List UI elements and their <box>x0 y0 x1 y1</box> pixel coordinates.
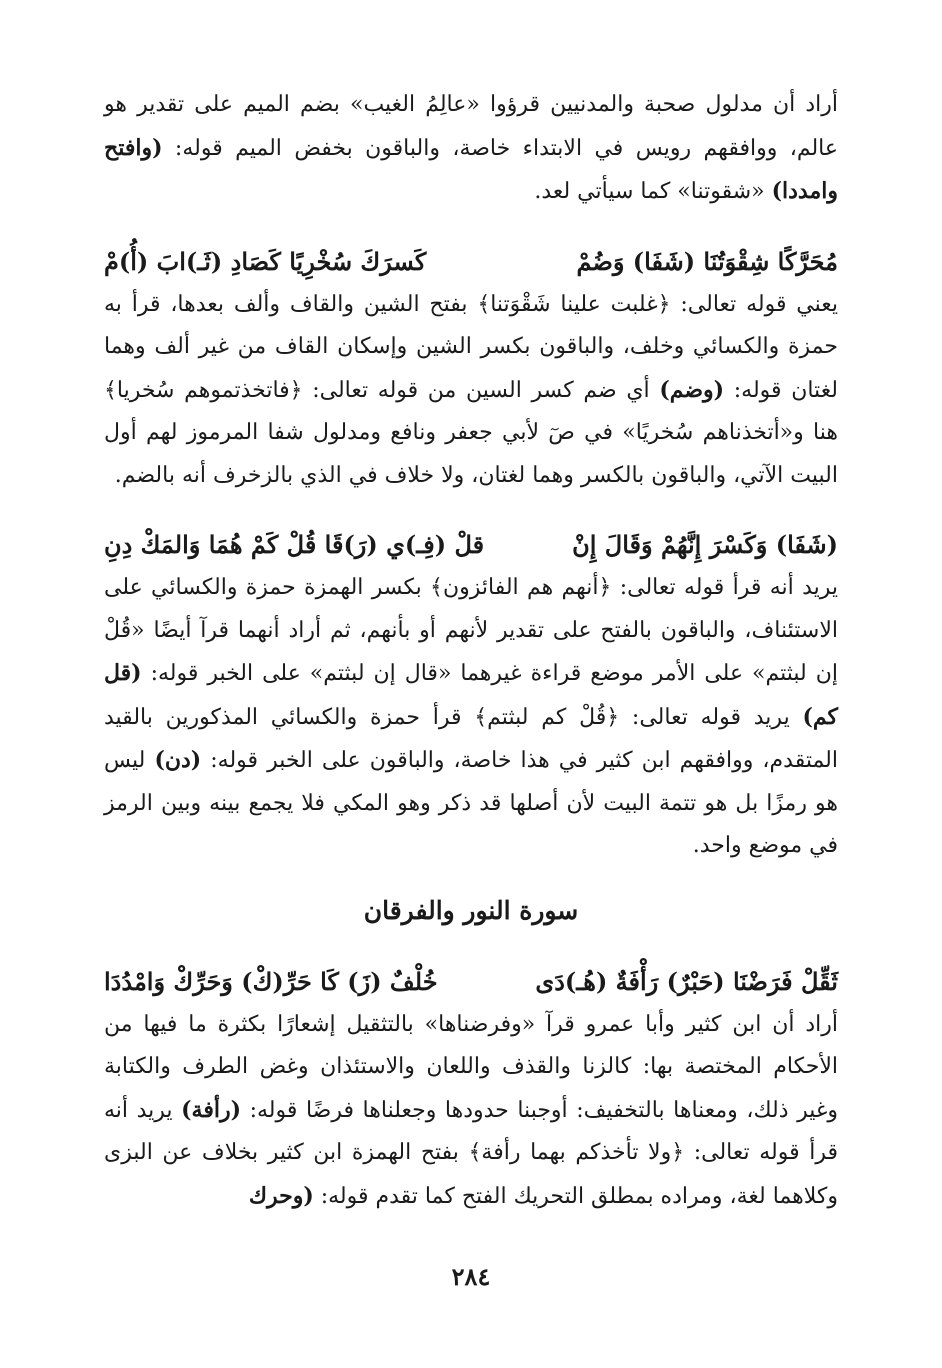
verse-line-1 <box>104 240 838 284</box>
paragraph-4: أراد أن ابن كثير وأبا عمرو قرآ «وفرضناها» بالتثقيل إشعارًا بكثرة ما فيها من الأحكام المختصة بها: كالزنا والقذف واللعان والاستئذان وغض الطرف والكتابة وغير ذلك، ومعناها بالتخفيف: أوجبنا حدودها وجعلناها فرضًا قوله: (رأفة) يريد أنه قرأ قوله تعالى: ﴿ولا تأخذكم بهما رأفة﴾ بفتح الهمزة ابن كثير بخلاف عن البزى وكلاهما لغة، ومراده بمطلق التحريك الفتح كما تقدم قوله: (وحرك <box>104 1011 839 1209</box>
verse-left-hemistich: كَسرَكَ سُخْرِيًا كَصَادِ (ثَـ)ابَ (أُ)مْ <box>104 246 427 276</box>
verse-line-2 <box>104 523 838 567</box>
verse-line-3 <box>104 960 838 1004</box>
page-body <box>104 84 838 1218</box>
page-number: ٢٨٤ <box>451 1262 491 1291</box>
paragraph-1: أراد أن مدلول صحبة والمدنيين قرؤوا «عالِمُ الغيب» بضم الميم على تقدير هو عالم، ووافقهم رويس في الابتداء خاصة، والباقون بخفض الميم قوله: (وافتح وامددا) «شقوتنا» كما سيأتي لعد. <box>104 92 838 204</box>
paragraph-3: يريد أنه قرأ قوله تعالى: ﴿أنهم هم الفائزون﴾ بكسر الهمزة حمزة والكسائي على الاستئناف، والباقون بالفتح على تقدير لأنهم أو بأنهم، ثم أراد أنهما قرآ أيضًا «قُلْ إن لبثتم» على الأمر موضع قراءة غيرهما «قال إن لبثتم» على الخبر قوله: (قل كم) يريد قوله تعالى: ﴿قُلْ كم لبثتم﴾ قرأ حمزة والكسائي المذكورين بالقيد المتقدم، ووافقهم ابن كثير في هذا خاصة، والباقون على الخبر قوله: (دن) ليس هو رمزًا بل هو تتمة البيت لأن أصلها قد ذكر وهو المكي فلا يجمع بينه وبين الرمز في موضع واحد. <box>104 575 838 858</box>
verse-right-hemistich: ثَقِّلْ فَرَضْنَا (حَبْرٌ) رَأْفَةٌ (هُـ)دَى <box>535 966 838 996</box>
section-heading: سورة النور والفرقان <box>363 895 579 925</box>
verse-right-hemistich: (شَفَا) وَكَسْرَ إِنَّهُمْ وَقَالَ إِنْ <box>572 530 838 559</box>
verse-left-hemistich: قلْ (فِـ)ي (رَ)قَا قُلْ كَمْ هُمَا وَالمَكْ دِنِ <box>104 530 485 559</box>
verse-left-hemistich: خُلْفٌ (زَ) كَا حَرِّ(كْ) وَحَرِّكْ وَامْدُدَا <box>104 966 438 996</box>
paragraph-2: يعني قوله تعالى: ﴿غلبت علينا شَقْوَتنا﴾ بفتح الشين والقاف وألف بعدها، قرأ به حمزة والكسائي وخلف، والباقون بكسر الشين وإسكان القاف من غير ألف وهما لغتان قوله: (وضم) أي ضم كسر السين من قوله تعالى: ﴿فاتخذتموهم سُخريا﴾ هنا و«أتخذناهم سُخريًا» في صٓ لأبي جعفر ونافع ومدلول شفا المرموز لهم أول البيت الآتي، والباقون بالكسر وهما لغتان، ولا خلاف في الذي بالزخرف أنه بالضم. <box>104 291 839 488</box>
verse-right-hemistich: مُحَرَّكًا شِقْوَتُنَا (شَفَا) وَضُمْ <box>576 246 838 276</box>
